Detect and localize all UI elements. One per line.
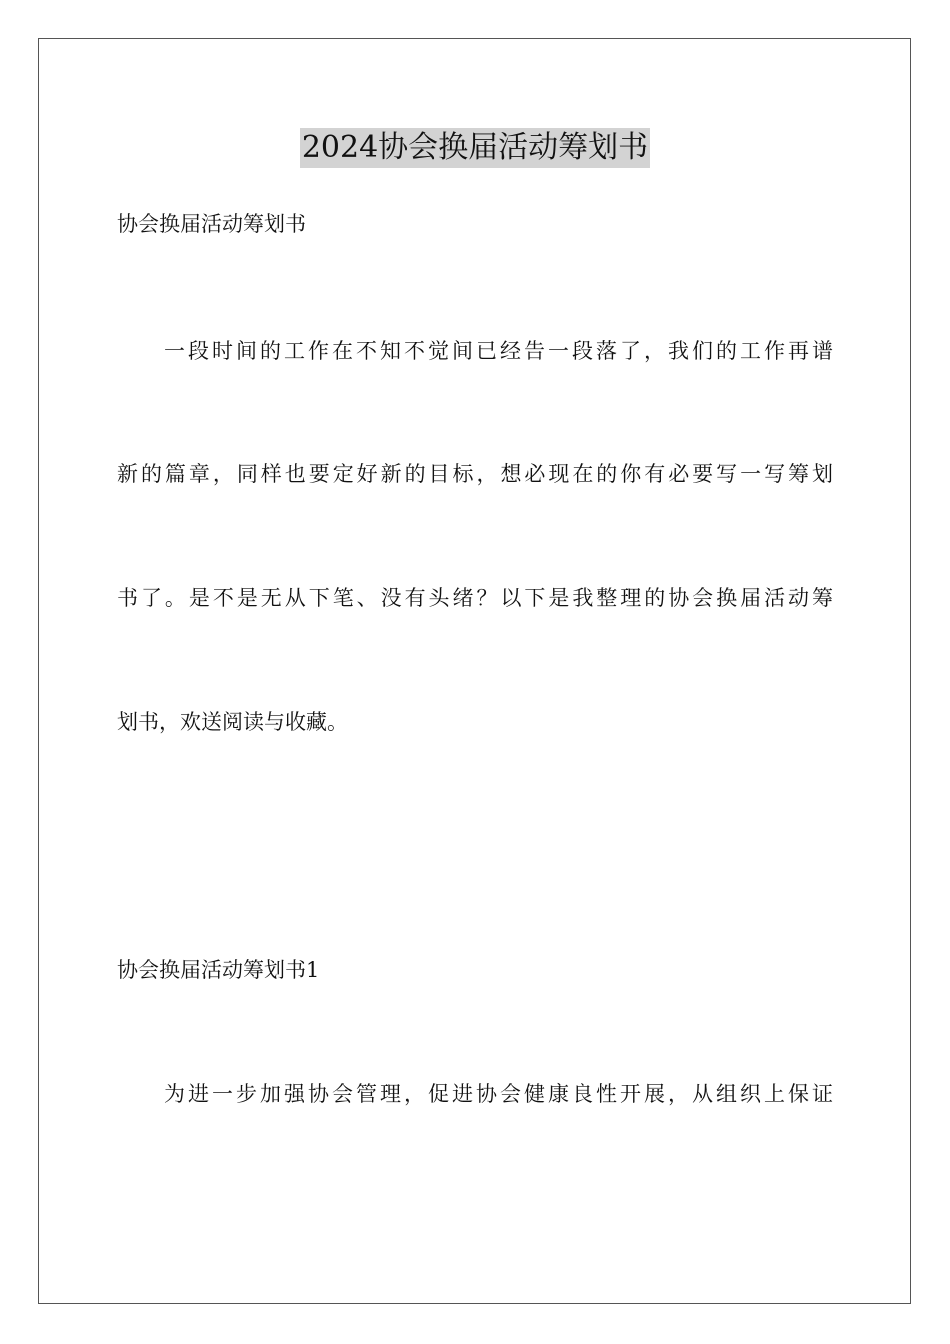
paragraph-line: 书了。是不是无从下笔、没有头绪？以下是我整理的协会换届活动筹 <box>117 586 833 610</box>
paragraph-line: 一段时间的工作在不知不觉间已经告一段落了，我们的工作再谱 <box>164 339 833 363</box>
document-subtitle: 协会换届活动筹划书 <box>117 212 306 236</box>
section-heading: 协会换届活动筹划书1 <box>117 958 320 982</box>
paragraph-line: 为进一步加强协会管理，促进协会健康良性开展，从组织上保证 <box>164 1082 833 1106</box>
title-container <box>0 128 950 168</box>
document-title: 2024协会换届活动筹划书 <box>300 128 650 168</box>
paragraph-line: 划书，欢送阅读与收藏。 <box>117 710 348 734</box>
paragraph-line: 新的篇章，同样也要定好新的目标，想必现在的你有必要写一写筹划 <box>117 462 833 486</box>
